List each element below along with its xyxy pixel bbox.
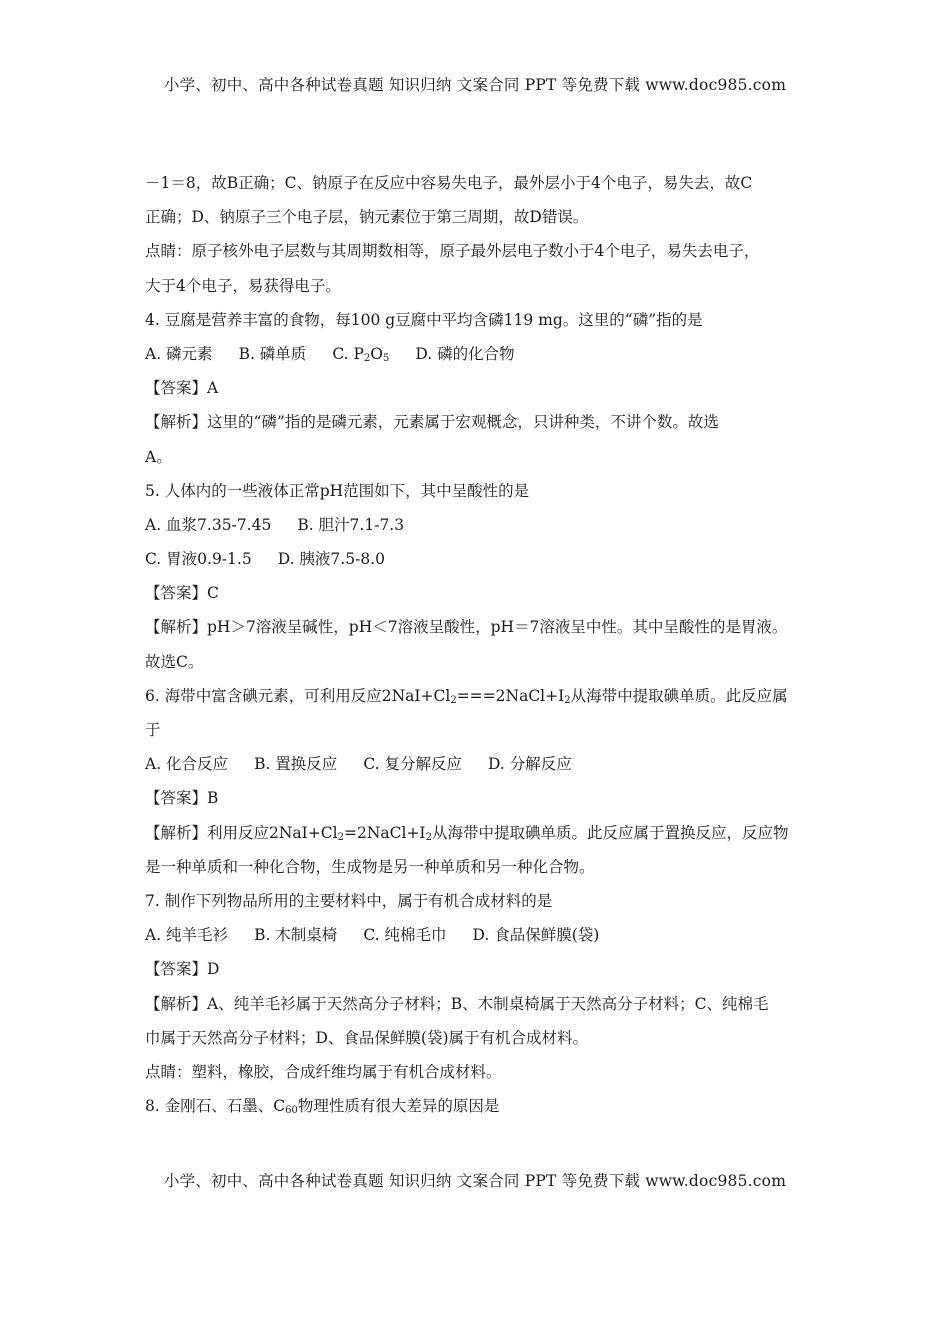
question-5-options [145, 513, 813, 547]
option-c: C. $P_2O_5$ [332, 344, 390, 364]
question-6: 于 [145, 721, 161, 739]
option-c: C. 纯棉毛巾 [363, 926, 447, 945]
question-5-options [145, 547, 813, 581]
question-6-options [145, 752, 813, 786]
option-d: D. 磷的化合物 [415, 344, 515, 363]
question-5: 5. 人体内的一些液体正常pH范围如下，其中呈酸性的是 [145, 481, 530, 500]
option-d: D. 食品保鲜膜(袋) [472, 926, 600, 945]
answer-4: 【答案】A [145, 379, 219, 398]
explanation-4: 【解析】这里的“磷”指的是磷元素，元素属于宏观概念，只讲种类，不讲个数。故选 [145, 413, 719, 432]
option-c: C. 胃液0.9-1.5 [145, 550, 252, 569]
note-line: 点睛：原子核外电子层数与其周期数相等，原子最外层电子数小于4个电子，易失去电子， [145, 242, 760, 261]
question-4: 4. 豆腐是营养丰富的食物，每100 g豆腐中平均含磷119 mg。这里的“磷”指的是 [145, 310, 703, 329]
option-d: D. 胰液7.5-8.0 [277, 550, 385, 569]
page-header: 小学、初中、高中各种试卷真题 知识归纳 文案合同 PPT 等免费下载 www.doc985.com [163, 76, 787, 94]
explanation-4: A。 [145, 447, 172, 466]
option-c: C. 复分解反应 [363, 755, 462, 774]
explanation-6: 是一种单质和一种化合物，生成物是另一种单质和另一种化合物。 [145, 857, 595, 876]
explanation-6: 【解析】利用反应$2NaI+Cl_2=2NaCl+I_2$从海带中提取碘单质。此反应属于置换反应，反应物 [145, 823, 789, 843]
answer-6: 【答案】B [145, 789, 219, 808]
explanation-5: 【解析】pH＞7溶液呈碱性，pH＜7溶液呈酸性，pH＝7溶液呈中性。其中呈酸性的是胃液。 [145, 618, 788, 637]
explanation-7: 【解析】A、纯羊毛衫属于天然高分子材料；B、木制桌椅属于天然高分子材料；C、纯棉毛 [145, 994, 769, 1013]
question-7-options [145, 923, 813, 957]
option-b: B. 胆汁7.1-7.3 [297, 515, 405, 534]
option-d: D. 分解反应 [487, 755, 572, 774]
option-a: A. 磷元素 [145, 344, 213, 363]
question-4-options [145, 342, 813, 376]
answer-7: 【答案】D [145, 960, 220, 979]
option-a: A. 纯羊毛衫 [145, 926, 229, 945]
page-footer: 小学、初中、高中各种试卷真题 知识归纳 文案合同 PPT 等免费下载 www.doc985.com [163, 1172, 787, 1190]
question-7: 7. 制作下列物品所用的主要材料中，属于有机合成材料的是 [145, 891, 553, 910]
question-6: 6. 海带中富含碘元素，可利用反应$2NaI+Cl_2===2NaCl+I_2$从海带中提取碘单质。此反应属 [145, 686, 788, 706]
note-line: 点睛：塑料，橡胶，合成纤维均属于有机合成材料。 [145, 1062, 502, 1081]
explanation-7: 巾属于天然高分子材料；D、食品保鲜膜(袋)属于有机合成材料。 [145, 1028, 589, 1047]
option-a: A. 血浆7.35-7.45 [145, 515, 272, 534]
option-b: B. 置换反应 [254, 755, 338, 774]
note-line: 大于4个电子，易获得电子。 [145, 276, 341, 295]
document-body [145, 171, 813, 1128]
option-b: B. 木制桌椅 [254, 926, 338, 945]
option-b: B. 磷单质 [238, 344, 307, 363]
text-line: －1＝8，故B正确；C、钠原子在反应中容易失电子，最外层小于4个电子，易失去，故C [145, 174, 753, 192]
option-a: A. 化合反应 [145, 755, 229, 774]
text-line: 正确；D、钠原子三个电子层，钠元素位于第三周期，故D错误。 [145, 208, 589, 227]
explanation-5: 故选C。 [145, 652, 204, 671]
answer-5: 【答案】C [145, 584, 219, 603]
question-8: 8. 金刚石、石墨、$C_{60}$物理性质有很大差异的原因是 [145, 1097, 500, 1117]
